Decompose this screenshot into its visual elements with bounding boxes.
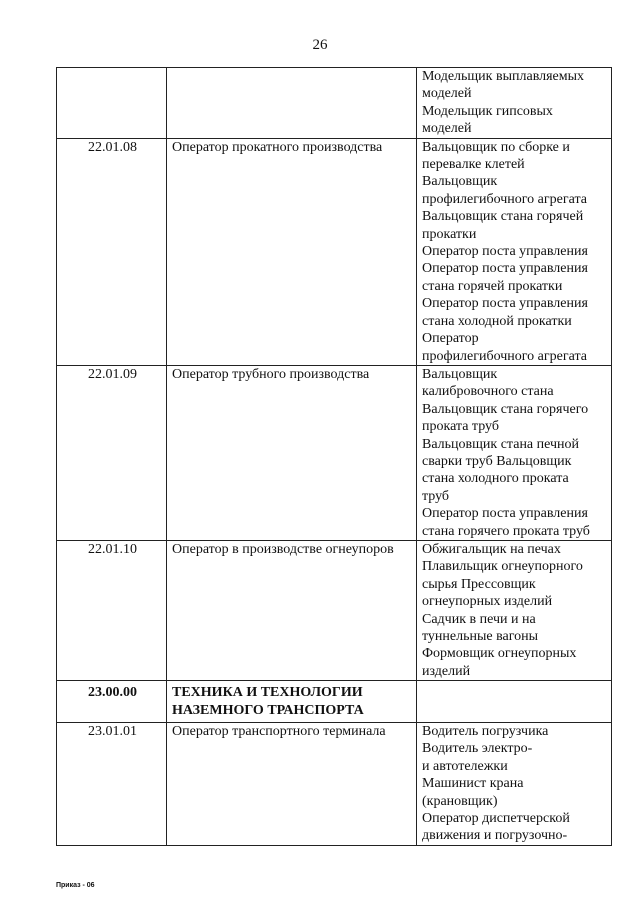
profession-line: Модельщик выплавляемых <box>422 69 585 84</box>
profession-line: Вальцовщик по сборке и <box>422 139 570 155</box>
table-row <box>57 365 612 540</box>
specialty-code: 23.00.00 <box>57 681 167 723</box>
profession-line: огнеупорных изделий <box>422 594 553 610</box>
profession-line: Оператор поста управления <box>422 261 588 277</box>
professions-cell <box>417 68 612 139</box>
profession-line: калибровочного стана <box>422 384 554 400</box>
professions-cell <box>417 681 612 723</box>
professions-cell <box>417 540 612 680</box>
profession-line: Модельщик гипсовых <box>422 103 553 119</box>
professions-cell <box>417 138 612 365</box>
profession-line: Вальцовщик стана горячей <box>422 209 584 225</box>
profession-line: Водитель электро- <box>422 741 533 757</box>
profession-line: Садчик в печи и на <box>422 611 536 627</box>
profession-line: (крановщик) <box>422 793 498 809</box>
profession-line: перевалке клетей <box>422 157 525 173</box>
profession-line: Оператор поста управления <box>422 244 588 260</box>
profession-line: Плавильщик огнеупорного <box>422 559 583 575</box>
empty-cell-filler <box>422 684 608 701</box>
profession-line: Обжигальщик на печах <box>422 541 561 557</box>
professions-cell <box>417 365 612 540</box>
profession-line: моделей <box>422 121 472 137</box>
profession-line: туннельные вагоны <box>422 629 539 644</box>
qualifications-table <box>56 67 612 846</box>
profession-line: профилегибочного агрегата <box>422 191 587 207</box>
profession-line: Вальцовщик стана печной <box>422 436 580 452</box>
profession-line: стана холодной прокатки <box>422 313 572 329</box>
profession-line: Вальцовщик <box>422 174 498 190</box>
profession-line: движения и погрузочно- <box>422 828 568 844</box>
table-row <box>57 540 612 680</box>
profession-line: профилегибочного агрегата <box>422 348 587 364</box>
table-row <box>57 723 612 846</box>
table-row <box>57 138 612 365</box>
profession-line: Формовщик огнеупорных <box>422 646 577 662</box>
specialty-name: Оператор трубного производства <box>167 365 417 540</box>
specialty-code: 22.01.08 <box>57 138 167 365</box>
profession-line: моделей <box>422 86 472 102</box>
table-row <box>57 68 612 139</box>
page-number: 26 <box>312 37 328 53</box>
profession-line: труб <box>422 488 450 504</box>
profession-line: и автотележки <box>422 758 508 774</box>
profession-line: сварки труб Вальцовщик <box>422 453 572 469</box>
profession-line: Вальцовщик стана горячего <box>422 401 589 417</box>
profession-line: сырья Прессовщик <box>422 576 536 592</box>
profession-line: стана горячего проката труб <box>422 523 590 539</box>
specialty-code <box>57 68 167 139</box>
specialty-code: 22.01.10 <box>57 540 167 680</box>
specialty-code: 23.01.01 <box>57 723 167 846</box>
profession-line: Оператор диспетчерской <box>422 811 570 827</box>
profession-line: стана холодного проката <box>422 471 569 487</box>
specialty-name <box>167 68 417 139</box>
profession-line: Оператор <box>422 331 479 347</box>
specialty-name: ТЕХНИКА И ТЕХНОЛОГИИ НАЗЕМНОГО ТРАНСПОРТА <box>167 681 417 723</box>
profession-line: Оператор поста управления <box>422 296 588 312</box>
section-row <box>57 681 612 723</box>
profession-line: Машинист крана <box>422 776 524 792</box>
specialty-name: Оператор в производстве огнеупоров <box>167 540 417 680</box>
profession-line: проката труб <box>422 419 499 435</box>
profession-line: изделий <box>422 663 471 679</box>
profession-line: Вальцовщик <box>422 366 498 382</box>
professions-cell <box>417 723 612 846</box>
table-body <box>57 68 612 846</box>
profession-line: Водитель погрузчика <box>422 724 549 740</box>
footer-note: Приказ - 06 <box>56 882 95 889</box>
specialty-code: 22.01.09 <box>57 365 167 540</box>
specialty-name: Оператор прокатного производства <box>167 138 417 365</box>
profession-line: стана горячей прокатки <box>422 278 563 294</box>
profession-line: прокатки <box>422 226 477 242</box>
specialty-name: Оператор транспортного терминала <box>167 723 417 846</box>
profession-line: Оператор поста управления <box>422 506 588 522</box>
